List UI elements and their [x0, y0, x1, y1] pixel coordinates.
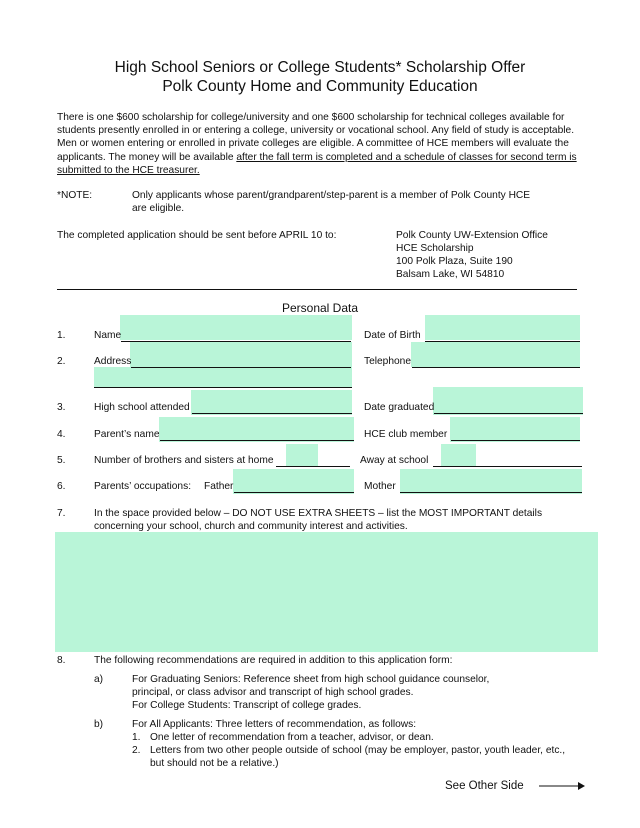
- right-arrow-icon: [538, 780, 586, 792]
- siblings-underline: [276, 466, 350, 467]
- telephone-underline: [412, 367, 580, 368]
- high-school-label: High school attended: [94, 402, 190, 413]
- father-underline: [234, 492, 354, 493]
- personal-data-heading: Personal Data: [281, 301, 359, 315]
- see-other-side-text: See Other Side: [445, 780, 524, 792]
- activities-instructions-line1: In the space provided below – DO NOT USE EXTRA SHEETS – list the MOST IMPORTANT details: [94, 508, 543, 519]
- address-underline-2: [94, 387, 352, 388]
- graduating-seniors-line2: principal, or class advisor and transcript of high school grades.: [132, 687, 414, 698]
- parents-name-underline: [160, 440, 354, 441]
- name-label: Name: [94, 330, 122, 341]
- item-a-label: a): [94, 674, 104, 685]
- letter-item-2-line1: Letters from two other people outside of school (may be employer, pastor, youth leader, etc.,: [150, 745, 566, 756]
- page-title-line1: High School Seniors or College Students* Scholarship Offer: [114, 59, 526, 76]
- intro-text: There is one $600 scholarship for college/university and one $600 scholarship for technical colleges available for students presently enrolled in or entering a college, university or vocational school. Any field of study is acceptable. Men or women entering or enrolled in private colleges are eligible. A committee of HCE members will evaluate the applicants. The money will be available: [57, 112, 575, 163]
- occupations-label: Parents’ occupations:: [94, 481, 192, 492]
- high-school-underline: [192, 413, 352, 414]
- item-number-2: 2.: [57, 356, 66, 367]
- date-graduated-underline: [434, 413, 583, 414]
- address-line-4: Balsam Lake, WI 54810: [396, 269, 505, 280]
- telephone-label: Telephone: [364, 356, 412, 367]
- telephone-field[interactable]: [411, 342, 580, 367]
- father-label: Father: [204, 481, 234, 492]
- address-line-2: HCE Scholarship: [396, 243, 474, 254]
- item-number-1: 1.: [57, 330, 66, 341]
- away-at-school-label: Away at school: [360, 455, 429, 466]
- page-title-line2: Polk County Home and Community Education: [162, 78, 478, 95]
- address-line-1: Polk County UW-Extension Office: [396, 230, 548, 241]
- high-school-field[interactable]: [191, 390, 352, 415]
- letter-item-1: One letter of recommendation from a teacher, advisor, or dean.: [150, 732, 434, 743]
- activities-instructions-line2: concerning your school, church and community interest and activities.: [94, 521, 408, 532]
- item-number-3: 3.: [57, 402, 66, 413]
- item-number-7: 7.: [57, 508, 66, 519]
- parents-name-label: Parent’s name: [94, 429, 160, 440]
- note-label: *NOTE:: [57, 190, 93, 201]
- recommendations-intro: The following recommendations are required in addition to this application form:: [94, 655, 453, 666]
- intro-underlined-text: after the fall term is completed and a schedule of classes for second term is submitted to the HCE treasurer.: [57, 151, 577, 176]
- graduating-seniors-line1: For Graduating Seniors: Reference sheet from high school guidance counselor,: [132, 674, 490, 685]
- section-divider: [57, 289, 577, 290]
- letter-item-2-number: 2.: [132, 745, 141, 756]
- hce-club-member-field[interactable]: [450, 417, 580, 442]
- item-number-8: 8.: [57, 655, 66, 666]
- letter-item-1-number: 1.: [132, 732, 141, 743]
- address-line-3: 100 Polk Plaza, Suite 190: [396, 256, 513, 267]
- send-instructions: The completed application should be sent before APRIL 10 to:: [57, 230, 337, 241]
- mother-label: Mother: [364, 481, 396, 492]
- item-number-4: 4.: [57, 429, 66, 440]
- letter-item-2-line2: but should not be a relative.): [150, 758, 279, 769]
- all-applicants-line: For All Applicants: Three letters of recommendation, as follows:: [132, 719, 417, 730]
- parents-name-field[interactable]: [159, 417, 354, 442]
- note-line2: are eligible.: [132, 203, 185, 214]
- item-number-5: 5.: [57, 455, 66, 466]
- mother-underline: [400, 492, 582, 493]
- item-number-6: 6.: [57, 481, 66, 492]
- address-field-line2[interactable]: [94, 367, 352, 388]
- college-students-line: For College Students: Transcript of college grades.: [132, 700, 362, 711]
- hce-club-member-underline: [451, 440, 580, 441]
- address-field[interactable]: [130, 342, 352, 367]
- activities-text-area[interactable]: [55, 532, 598, 652]
- item-b-label: b): [94, 719, 104, 730]
- hce-club-member-label: HCE club member: [364, 429, 448, 440]
- father-occupation-field[interactable]: [233, 469, 354, 494]
- date-of-birth-label: Date of Birth: [364, 330, 421, 341]
- date-of-birth-field[interactable]: [425, 315, 580, 340]
- intro-paragraph: [57, 111, 587, 177]
- siblings-label: Number of brothers and sisters at home: [94, 455, 274, 466]
- date-graduated-label: Date graduated: [364, 402, 435, 413]
- address-label: Address: [94, 356, 132, 367]
- date-graduated-field[interactable]: [433, 387, 583, 415]
- away-at-school-underline: [433, 466, 582, 467]
- away-at-school-field[interactable]: [441, 444, 476, 467]
- mother-occupation-field[interactable]: [400, 469, 582, 494]
- address-underline: [131, 367, 351, 368]
- siblings-at-home-field[interactable]: [286, 444, 318, 467]
- note-line1: Only applicants whose parent/grandparent/step-parent is a member of Polk County HCE: [132, 190, 531, 201]
- name-field[interactable]: [120, 315, 352, 340]
